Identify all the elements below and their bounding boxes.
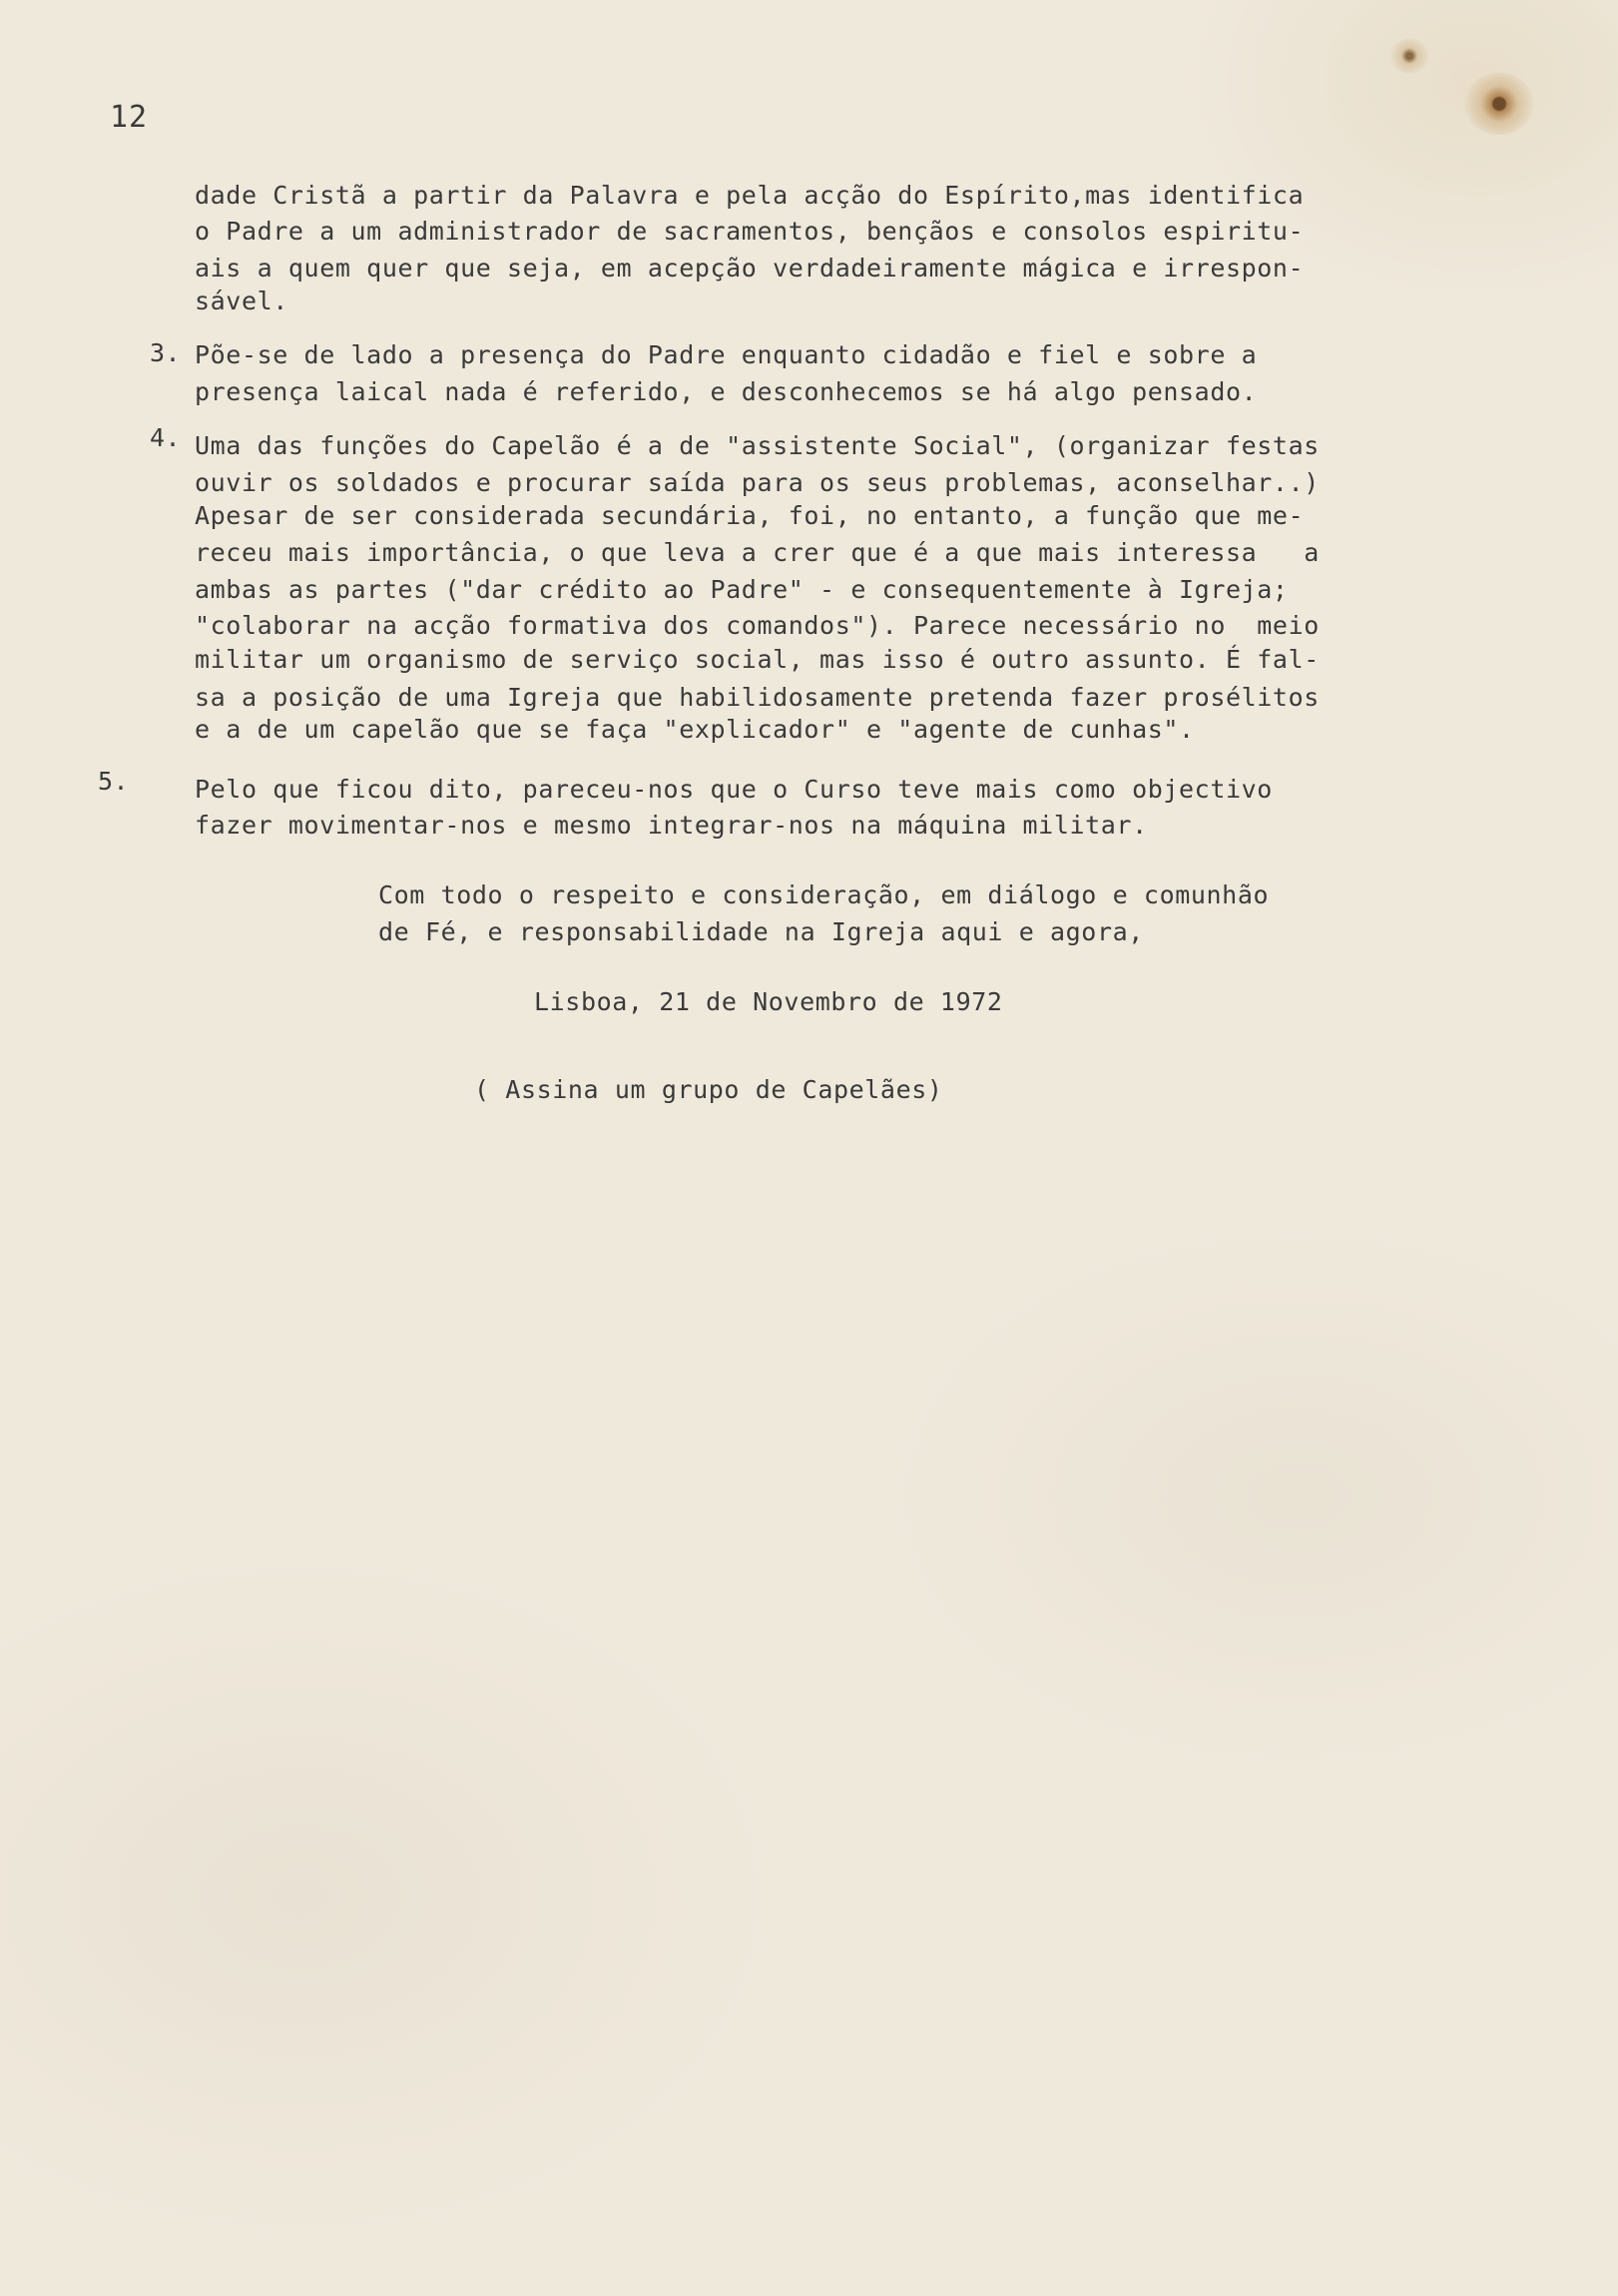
stain-mark	[1464, 73, 1534, 135]
text-line: o Padre a um administrador de sacramentos, bençãos e consolos espiritu-	[195, 217, 1305, 246]
text-line: militar um organismo de serviço social, mas isso é outro assunto. É fal-	[195, 645, 1320, 674]
text-line: ouvir os soldados e procurar saída para os seus problemas, aconselhar..)	[195, 468, 1320, 497]
signature: ( Assina um grupo de Capelães)	[474, 1075, 943, 1104]
text-line: sa a posição de uma Igreja que habilidosamente pretenda fazer prosélitos	[195, 683, 1320, 712]
item-number: 5.	[98, 767, 130, 796]
text-line: presença laical nada é referido, e desconhecemos se há algo pensado.	[195, 377, 1258, 406]
item-number: 4.	[150, 423, 182, 452]
text-line: sável.	[195, 287, 288, 315]
text-line: fazer movimentar-nos e mesmo integrar-nos na máquina militar.	[195, 811, 1148, 840]
closing-line: Com todo o respeito e consideração, em diálogo e comunhão	[378, 880, 1270, 909]
text-line: Uma das funções do Capelão é a de "assistente Social", (organizar festas	[195, 431, 1320, 460]
stain-mark	[1389, 38, 1429, 74]
text-line: Põe-se de lado a presença do Padre enquanto cidadão e fiel e sobre a	[195, 340, 1258, 369]
text-line: "colaborar na acção formativa dos comandos"). Parece necessário no meio	[195, 611, 1320, 640]
text-line: dade Cristã a partir da Palavra e pela acção do Espírito,mas identifica	[195, 181, 1305, 210]
closing-line: de Fé, e responsabilidade na Igreja aqui e agora,	[378, 917, 1144, 946]
text-line: Pelo que ficou dito, pareceu-nos que o Curso teve mais como objectivo	[195, 775, 1273, 804]
text-line: Apesar de ser considerada secundária, foi, no entanto, a função que me-	[195, 501, 1305, 530]
text-line: e a de um capelão que se faça "explicador" e "agente de cunhas".	[195, 715, 1195, 744]
text-line: ais a quem quer que seja, em acepção verdadeiramente mágica e irrespon-	[195, 254, 1305, 283]
text-line: receu mais importância, o que leva a crer que é a que mais interessa a	[195, 538, 1320, 567]
place-date: Lisboa, 21 de Novembro de 1972	[534, 987, 1003, 1016]
item-number: 3.	[150, 338, 182, 367]
text-line: ambas as partes ("dar crédito ao Padre" - e consequentemente à Igreja;	[195, 575, 1289, 604]
page-number: 12	[110, 100, 149, 135]
